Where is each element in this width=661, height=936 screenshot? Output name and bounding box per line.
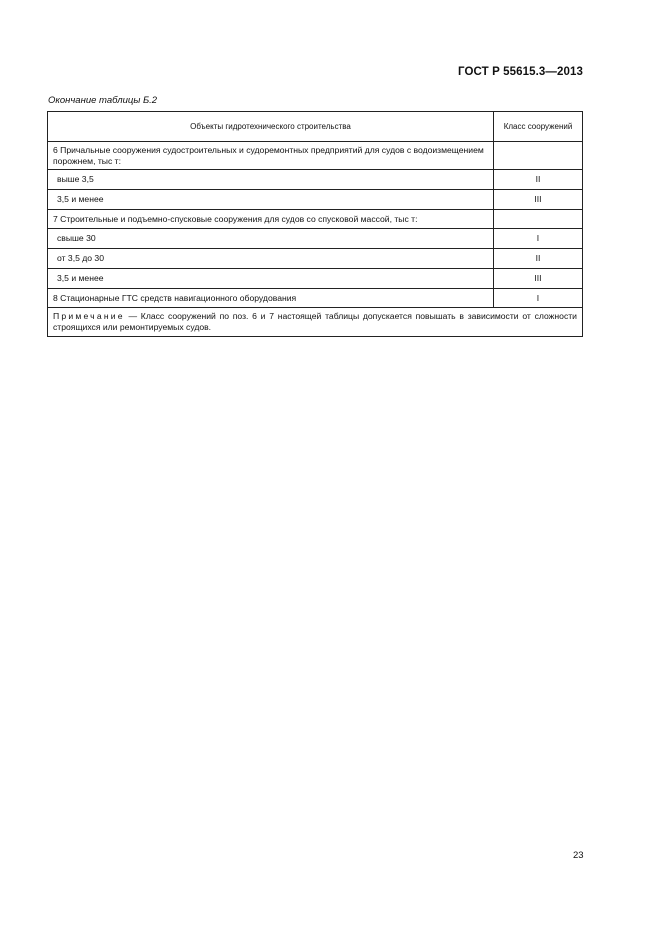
row-class [494, 210, 583, 229]
row-object: 6 Причальные сооружения судостроительных и судоремонтных предприятий для судов с водоизмещением порожнем, тыс т: [48, 142, 494, 170]
row-object: выше 3,5 [48, 170, 494, 190]
row-object: 7 Строительные и подъемно-спусковые сооружения для судов со спусковой массой, тыс т: [48, 210, 494, 229]
table-row [48, 289, 583, 308]
row-class: III [494, 190, 583, 210]
note-text: — Класс сооружений по поз. 6 и 7 настоящей таблицы допускается повышать в зависимости от сложности строящихся или ремонтируемых судов. [53, 311, 577, 332]
row-class: III [494, 269, 583, 289]
column-header-class: Класс сооружений [494, 112, 583, 142]
row-class: I [494, 229, 583, 249]
row-object: 8 Стационарные ГТС средств навигационного оборудования [48, 289, 494, 308]
table-note-row [48, 308, 583, 337]
row-class: II [494, 170, 583, 190]
row-object: 3,5 и менее [48, 269, 494, 289]
table-note [48, 308, 583, 337]
column-header-objects: Объекты гидротехнического строительства [48, 112, 494, 142]
table-row [48, 210, 583, 229]
note-label: Примечание [53, 311, 125, 321]
table-row [48, 142, 583, 170]
table-row [48, 269, 583, 289]
table-caption: Окончание таблицы Б.2 [48, 95, 158, 106]
document-code: ГОСТ Р 55615.3—2013 [458, 66, 583, 78]
structure-class-table [47, 111, 583, 337]
table-row [48, 249, 583, 269]
row-object: свыше 30 [48, 229, 494, 249]
table-row [48, 229, 583, 249]
row-class: I [494, 289, 583, 308]
table-row [48, 190, 583, 210]
table-header-row [48, 112, 583, 142]
row-class: II [494, 249, 583, 269]
page-number: 23 [573, 850, 584, 861]
row-class [494, 142, 583, 170]
row-object: от 3,5 до 30 [48, 249, 494, 269]
table-row [48, 170, 583, 190]
row-object: 3,5 и менее [48, 190, 494, 210]
